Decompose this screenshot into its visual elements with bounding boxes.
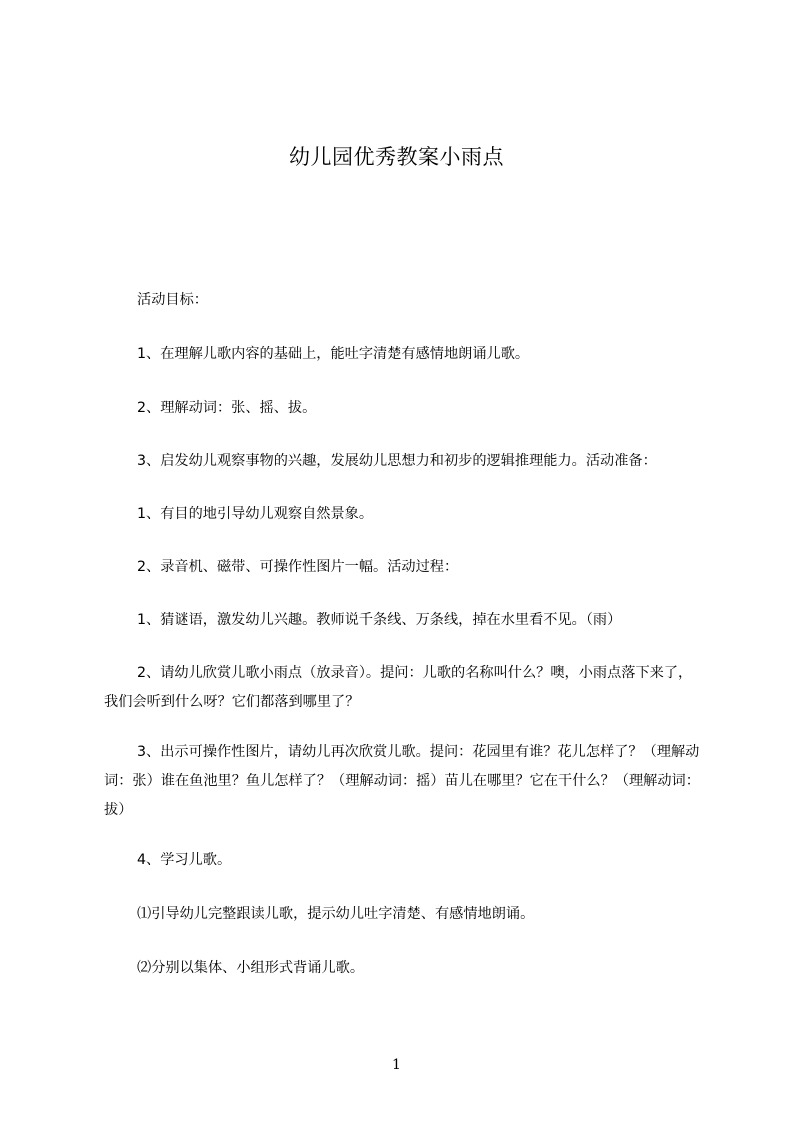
paragraph-goal-3: 3、启发幼儿观察事物的兴趣，发展幼儿思想力和初步的逻辑推理能力。活动准备： <box>137 453 657 469</box>
document-title: 幼儿园优秀教案小雨点 <box>289 145 504 169</box>
paragraph-goal-2: 2、理解动词：张、摇、拔。 <box>137 400 317 416</box>
paragraph-activity-goals-heading: 活动目标： <box>137 292 208 308</box>
paragraph-goal-1: 1、在理解儿歌内容的基础上，能吐字清楚有感情地朗诵儿歌。 <box>137 346 530 362</box>
paragraph-process-2: 2、请幼儿欣赏儿歌小雨点（放录音）。提问：儿歌的名称叫什么？噢，小雨点落下来了，我们会听到什么呀？它们都落到哪里了？ <box>104 665 693 710</box>
paragraph-step-2: ⑵分别以集体、小组形式背诵儿歌。 <box>137 960 365 976</box>
paragraph-process-3: 3、出示可操作性图片，请幼儿再次欣赏儿歌。提问：花园里有谁？花儿怎样了？（理解动词：张）谁在鱼池里？鱼儿怎样了？（理解动词：摇）苗儿在哪里？它在干什么？（理解动词：拔） <box>104 744 700 818</box>
paragraph-prep-2: 2、录音机、磁带、可操作性图片一幅。活动过程： <box>137 559 459 575</box>
page-number: 1 <box>392 1057 401 1073</box>
paragraph-process-4: 4、学习儿歌。 <box>137 852 232 868</box>
paragraph-prep-1: 1、有目的地引导幼儿观察自然景象。 <box>137 506 374 522</box>
paragraph-process-1: 1、猜谜语，激发幼儿兴趣。教师说千条线、万条线，掉在水里看不见。（雨） <box>137 612 622 628</box>
paragraph-step-1: ⑴引导幼儿完整跟读儿歌，提示幼儿吐字清楚、有感情地朗诵。 <box>137 906 535 922</box>
